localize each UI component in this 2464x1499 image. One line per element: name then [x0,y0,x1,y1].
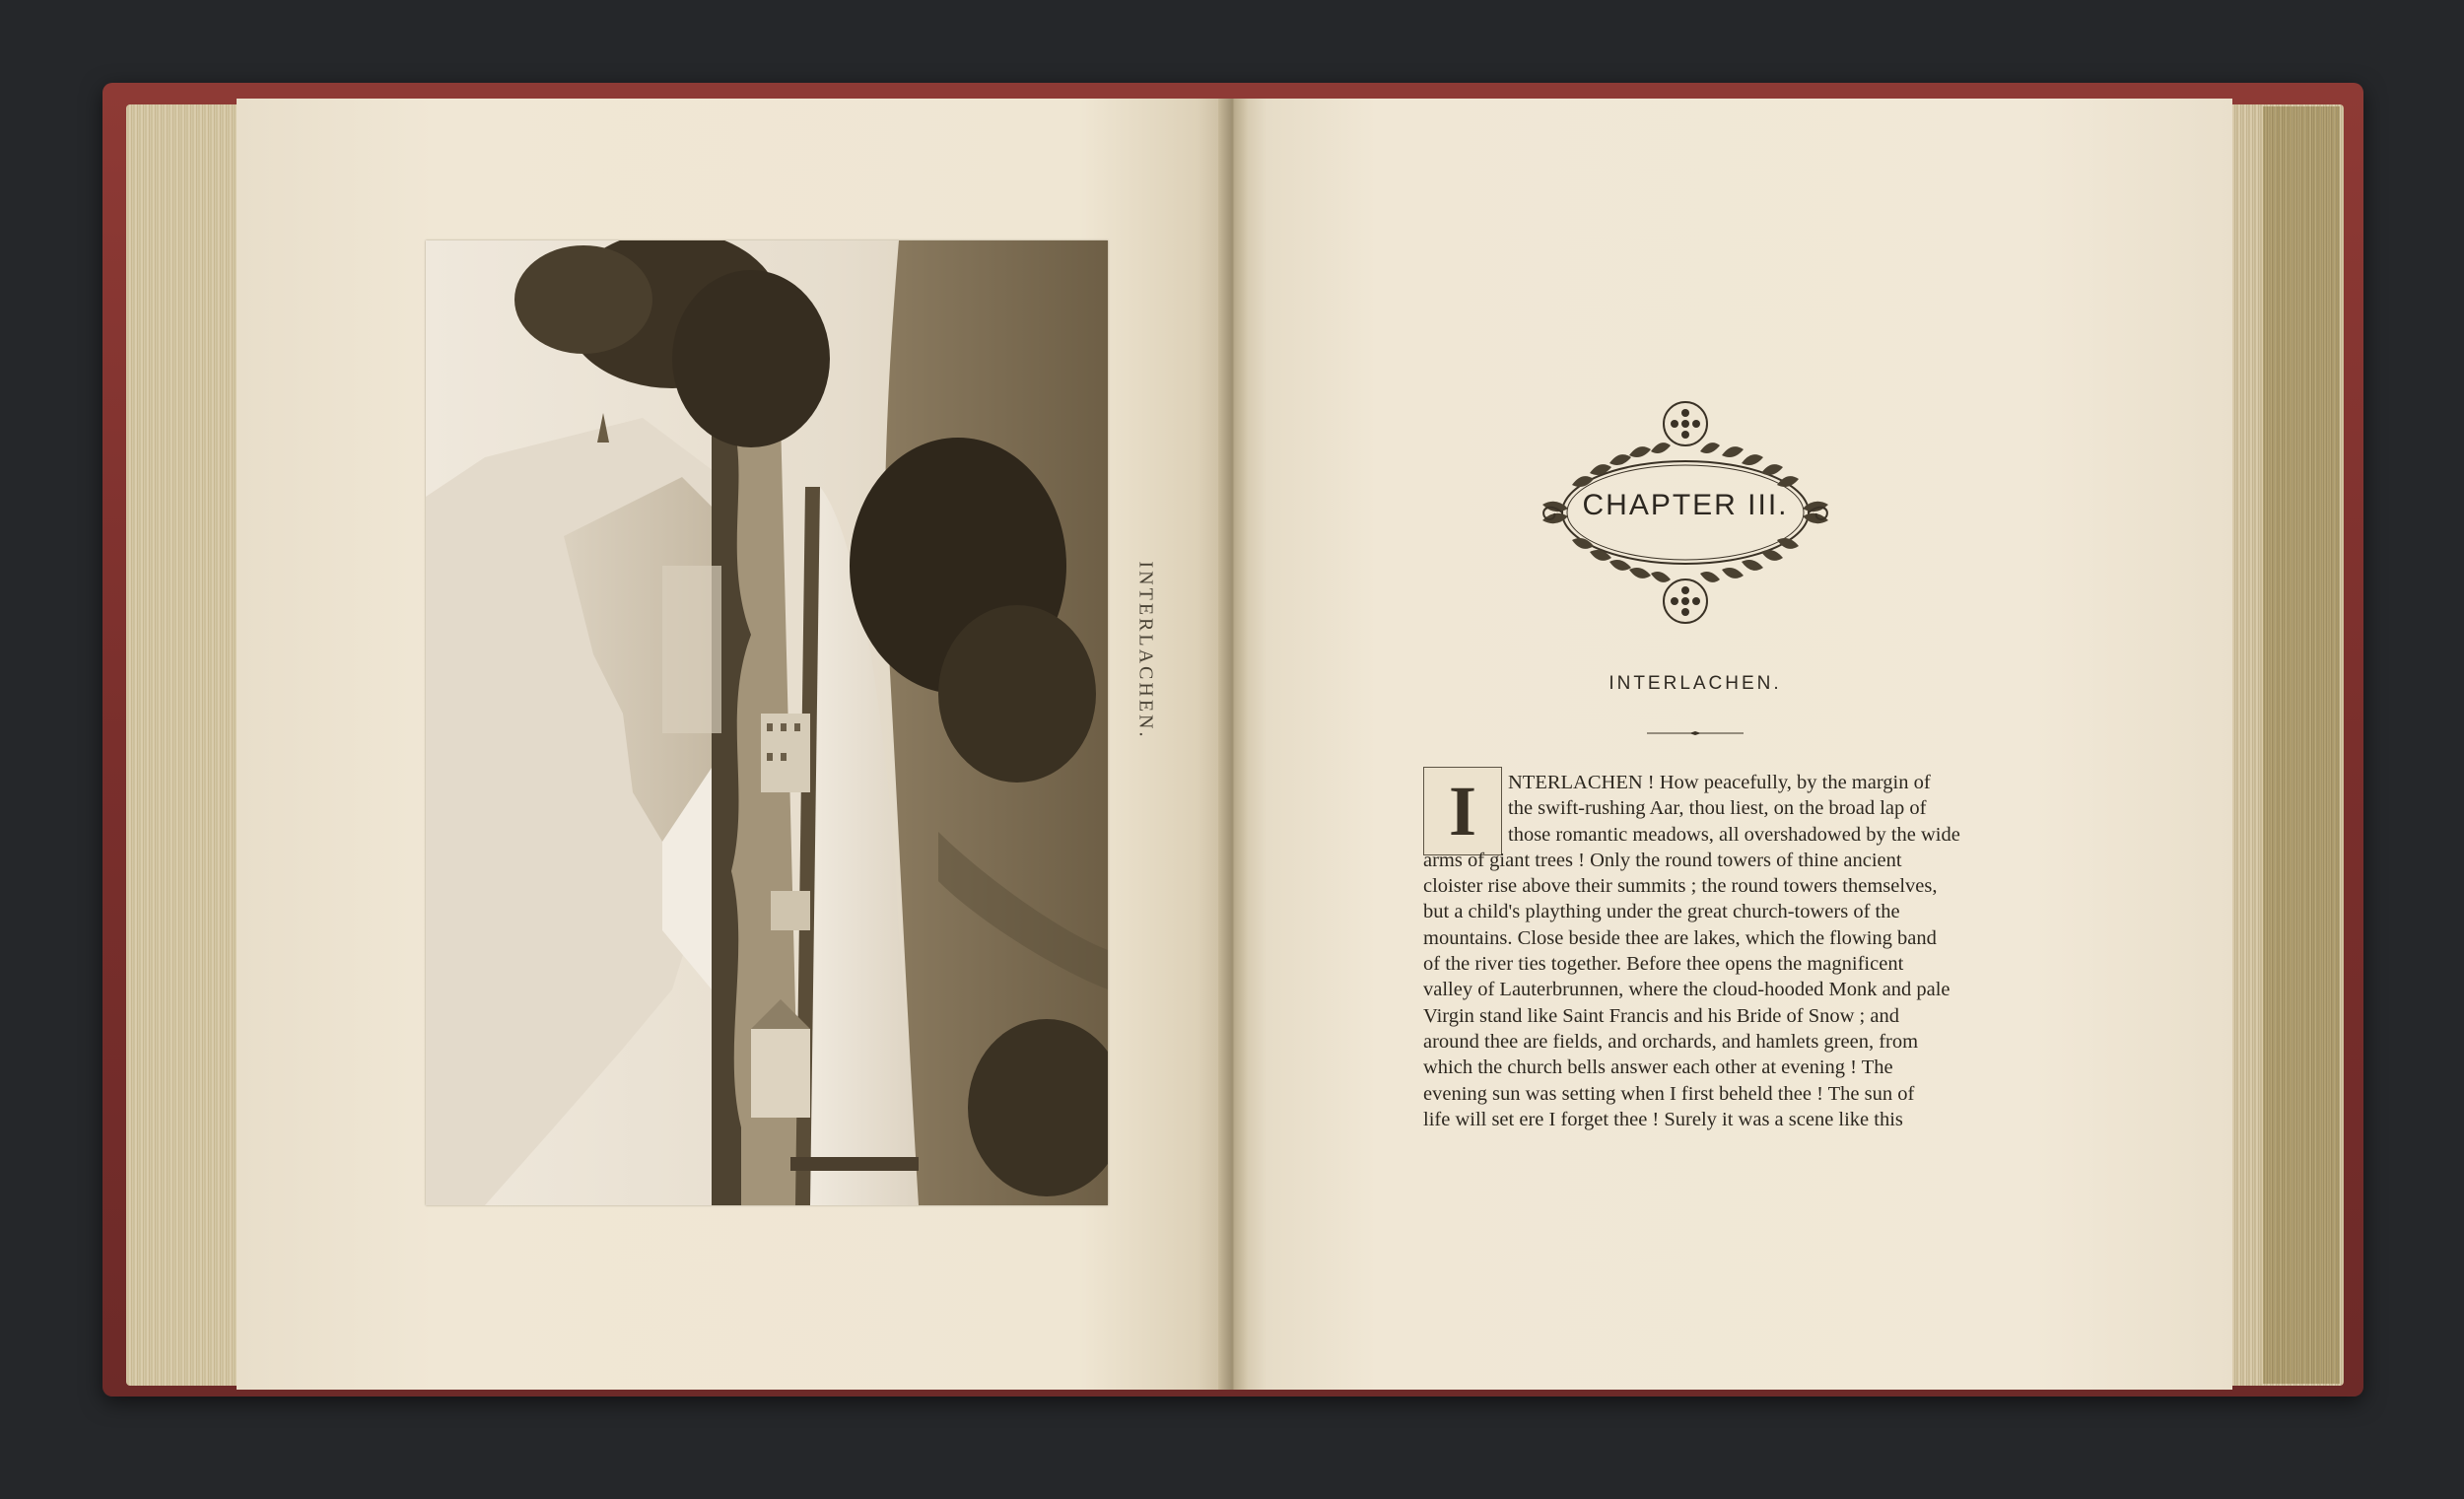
text-line: of the river ties together. Before thee opens the magnificent [1423,953,1904,976]
gilt-edges-right [2263,106,2340,1384]
text-line: life will set ere I forget thee ! Surely it was a scene like this [1423,1108,1903,1130]
ornamental-rule [1647,731,1744,735]
chapter-title: INTERLACHEN. [1608,673,1782,694]
text-line: NTERLACHEN ! How peacefully, by the margin of [1508,772,1931,793]
text-line: cloister rise above their summits ; the round towers themselves, [1423,875,1938,898]
chapter-body-text [1423,770,1980,1132]
landscape-photograph [426,240,1108,1205]
text-line: around thee are fields, and orchards, and hamlets green, from [1423,1030,1919,1053]
page-edges-left [126,104,254,1386]
text-line: but a child's plaything under the great church-towers of the [1423,901,1900,923]
text-line: Virgin stand like Saint Francis and his Bride of Snow ; and [1423,1004,1899,1027]
text-line: valley of Lauterbrunnen, where the cloud-hooded Monk and pale [1423,979,1951,1001]
text-line: those romantic meadows, all overshadowed by the wide [1508,823,1960,846]
right-page [1237,99,2232,1390]
text-line: mountains. Close beside thee are lakes, which the flowing band [1423,926,1937,949]
text-line: the swift-rushing Aar, thou liest, on the broad lap of [1508,797,1927,820]
text-line: evening sun was setting when I first beheld thee ! The sun of [1423,1082,1915,1105]
book-gutter [1218,99,1248,1390]
text-line: arms of giant trees ! Only the round towers of thine ancient [1423,849,1902,871]
chapter-label: CHAPTER III. [1582,489,1789,521]
drop-cap-letter: I [1448,771,1477,851]
photo-caption: INTERLACHEN. [1134,561,1157,740]
text-line: which the church bells answer each other at evening ! The [1423,1056,1893,1079]
